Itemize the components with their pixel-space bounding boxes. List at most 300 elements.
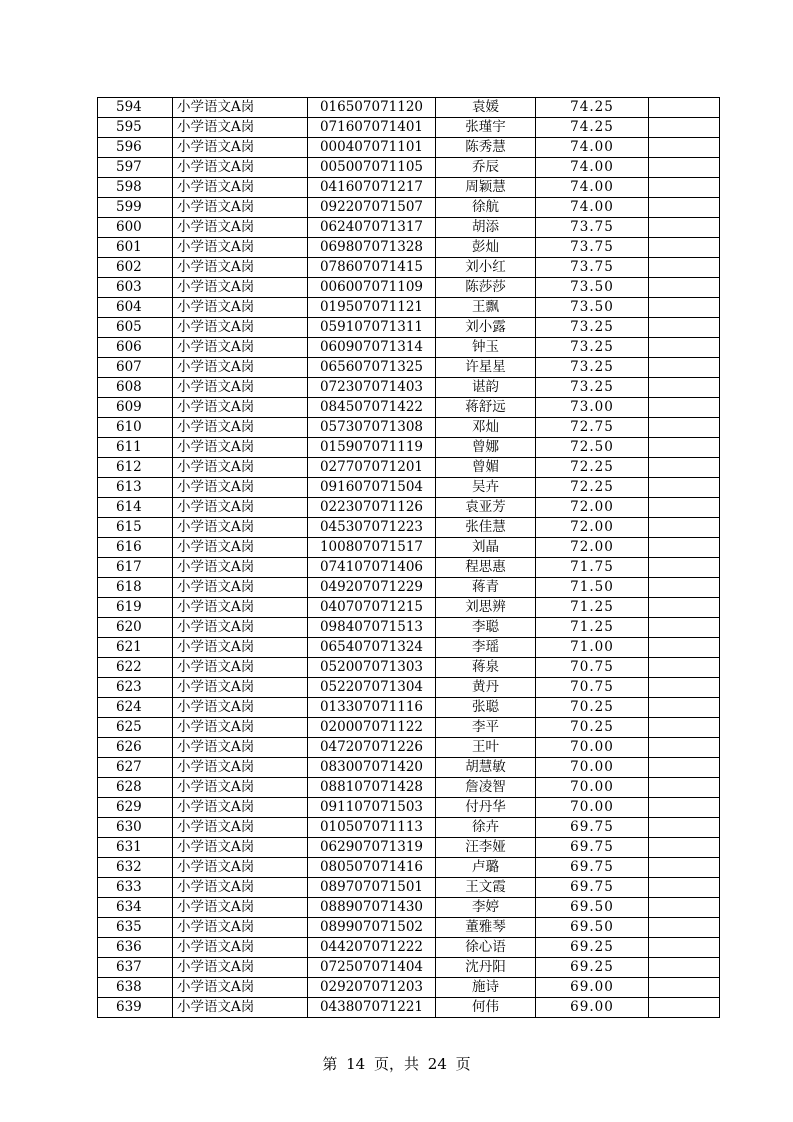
name-cell: 王叶 <box>436 738 536 758</box>
seq-cell: 613 <box>98 478 173 498</box>
note-cell <box>649 498 720 518</box>
exam-number-cell: 013307071116 <box>308 698 436 718</box>
table-row <box>98 718 720 738</box>
seq-cell: 631 <box>98 838 173 858</box>
name-cell: 袁亚芳 <box>436 498 536 518</box>
score-cell: 72.25 <box>536 478 649 498</box>
name-cell: 邓灿 <box>436 418 536 438</box>
seq-cell: 610 <box>98 418 173 438</box>
exam-number-cell: 052207071304 <box>308 678 436 698</box>
note-cell <box>649 98 720 118</box>
name-cell: 吴卉 <box>436 478 536 498</box>
note-cell <box>649 938 720 958</box>
score-cell: 70.25 <box>536 718 649 738</box>
note-cell <box>649 258 720 278</box>
post-cell: 小学语文A岗 <box>173 738 308 758</box>
name-cell: 徐心语 <box>436 938 536 958</box>
exam-number-cell: 062907071319 <box>308 838 436 858</box>
table-row <box>98 278 720 298</box>
score-cell: 69.50 <box>536 918 649 938</box>
post-cell: 小学语文A岗 <box>173 398 308 418</box>
note-cell <box>649 218 720 238</box>
post-cell: 小学语文A岗 <box>173 338 308 358</box>
table-row <box>98 238 720 258</box>
table-row <box>98 698 720 718</box>
table-row <box>98 658 720 678</box>
post-cell: 小学语文A岗 <box>173 238 308 258</box>
seq-cell: 635 <box>98 918 173 938</box>
post-cell: 小学语文A岗 <box>173 598 308 618</box>
score-cell: 69.00 <box>536 978 649 998</box>
score-cell: 74.00 <box>536 198 649 218</box>
name-cell: 何伟 <box>436 998 536 1018</box>
name-cell: 詹凌智 <box>436 778 536 798</box>
post-cell: 小学语文A岗 <box>173 898 308 918</box>
name-cell: 刘小露 <box>436 318 536 338</box>
note-cell <box>649 538 720 558</box>
exam-number-cell: 019507071121 <box>308 298 436 318</box>
seq-cell: 632 <box>98 858 173 878</box>
note-cell <box>649 678 720 698</box>
exam-number-cell: 059107071311 <box>308 318 436 338</box>
name-cell: 徐航 <box>436 198 536 218</box>
score-cell: 73.00 <box>536 398 649 418</box>
table-row <box>98 158 720 178</box>
name-cell: 王飘 <box>436 298 536 318</box>
post-cell: 小学语文A岗 <box>173 978 308 998</box>
score-cell: 69.00 <box>536 998 649 1018</box>
note-cell <box>649 898 720 918</box>
name-cell: 曾娜 <box>436 438 536 458</box>
exam-number-cell: 098407071513 <box>308 618 436 638</box>
post-cell: 小学语文A岗 <box>173 878 308 898</box>
post-cell: 小学语文A岗 <box>173 798 308 818</box>
note-cell <box>649 398 720 418</box>
seq-cell: 601 <box>98 238 173 258</box>
table-row <box>98 898 720 918</box>
note-cell <box>649 278 720 298</box>
footer-prefix: 第 <box>322 1055 338 1073</box>
post-cell: 小学语文A岗 <box>173 818 308 838</box>
name-cell: 彭灿 <box>436 238 536 258</box>
seq-cell: 603 <box>98 278 173 298</box>
seq-cell: 600 <box>98 218 173 238</box>
note-cell <box>649 638 720 658</box>
name-cell: 乔辰 <box>436 158 536 178</box>
note-cell <box>649 878 720 898</box>
post-cell: 小学语文A岗 <box>173 938 308 958</box>
post-cell: 小学语文A岗 <box>173 178 308 198</box>
post-cell: 小学语文A岗 <box>173 458 308 478</box>
seq-cell: 594 <box>98 98 173 118</box>
score-cell: 69.75 <box>536 878 649 898</box>
name-cell: 蒋舒远 <box>436 398 536 418</box>
table-body <box>98 98 720 1018</box>
note-cell <box>649 958 720 978</box>
seq-cell: 639 <box>98 998 173 1018</box>
table-row <box>98 918 720 938</box>
page-footer <box>0 1053 793 1074</box>
seq-cell: 623 <box>98 678 173 698</box>
note-cell <box>649 758 720 778</box>
exam-number-cell: 072307071403 <box>308 378 436 398</box>
table-row <box>98 198 720 218</box>
note-cell <box>649 178 720 198</box>
table-row <box>98 838 720 858</box>
table-row <box>98 878 720 898</box>
note-cell <box>649 558 720 578</box>
post-cell: 小学语文A岗 <box>173 718 308 738</box>
exam-number-cell: 089707071501 <box>308 878 436 898</box>
note-cell <box>649 598 720 618</box>
post-cell: 小学语文A岗 <box>173 378 308 398</box>
post-cell: 小学语文A岗 <box>173 198 308 218</box>
table-row <box>98 638 720 658</box>
name-cell: 卢璐 <box>436 858 536 878</box>
name-cell: 张佳慧 <box>436 518 536 538</box>
note-cell <box>649 578 720 598</box>
note-cell <box>649 358 720 378</box>
post-cell: 小学语文A岗 <box>173 318 308 338</box>
exam-number-cell: 027707071201 <box>308 458 436 478</box>
total-pages-number: 24 <box>427 1055 447 1073</box>
name-cell: 蒋泉 <box>436 658 536 678</box>
table-row <box>98 438 720 458</box>
exam-number-cell: 088107071428 <box>308 778 436 798</box>
score-cell: 70.00 <box>536 778 649 798</box>
seq-cell: 598 <box>98 178 173 198</box>
post-cell: 小学语文A岗 <box>173 918 308 938</box>
note-cell <box>649 818 720 838</box>
seq-cell: 637 <box>98 958 173 978</box>
footer-mid: 页，共 <box>373 1055 419 1073</box>
score-cell: 73.50 <box>536 298 649 318</box>
note-cell <box>649 658 720 678</box>
post-cell: 小学语文A岗 <box>173 678 308 698</box>
score-cell: 69.25 <box>536 958 649 978</box>
post-cell: 小学语文A岗 <box>173 98 308 118</box>
exam-number-cell: 057307071308 <box>308 418 436 438</box>
post-cell: 小学语文A岗 <box>173 558 308 578</box>
exam-number-cell: 020007071122 <box>308 718 436 738</box>
seq-cell: 622 <box>98 658 173 678</box>
post-cell: 小学语文A岗 <box>173 158 308 178</box>
table-row <box>98 378 720 398</box>
seq-cell: 636 <box>98 938 173 958</box>
post-cell: 小学语文A岗 <box>173 358 308 378</box>
score-cell: 73.75 <box>536 238 649 258</box>
note-cell <box>649 838 720 858</box>
seq-cell: 634 <box>98 898 173 918</box>
exam-number-cell: 062407071317 <box>308 218 436 238</box>
score-cell: 69.75 <box>536 818 649 838</box>
table-row <box>98 98 720 118</box>
name-cell: 胡慧敏 <box>436 758 536 778</box>
exam-number-cell: 040707071215 <box>308 598 436 618</box>
score-cell: 74.00 <box>536 138 649 158</box>
exam-number-cell: 060907071314 <box>308 338 436 358</box>
table-row <box>98 998 720 1018</box>
note-cell <box>649 798 720 818</box>
seq-cell: 628 <box>98 778 173 798</box>
exam-number-cell: 100807071517 <box>308 538 436 558</box>
exam-number-cell: 074107071406 <box>308 558 436 578</box>
seq-cell: 605 <box>98 318 173 338</box>
post-cell: 小学语文A岗 <box>173 638 308 658</box>
score-cell: 72.25 <box>536 458 649 478</box>
score-cell: 73.50 <box>536 278 649 298</box>
table-row <box>98 358 720 378</box>
table-row <box>98 558 720 578</box>
exam-number-cell: 065407071324 <box>308 638 436 658</box>
note-cell <box>649 858 720 878</box>
seq-cell: 606 <box>98 338 173 358</box>
post-cell: 小学语文A岗 <box>173 758 308 778</box>
post-cell: 小学语文A岗 <box>173 618 308 638</box>
results-table <box>97 97 720 1018</box>
table-row <box>98 858 720 878</box>
score-cell: 72.50 <box>536 438 649 458</box>
seq-cell: 602 <box>98 258 173 278</box>
post-cell: 小学语文A岗 <box>173 838 308 858</box>
seq-cell: 626 <box>98 738 173 758</box>
seq-cell: 617 <box>98 558 173 578</box>
note-cell <box>649 718 720 738</box>
name-cell: 钟玉 <box>436 338 536 358</box>
score-cell: 74.00 <box>536 178 649 198</box>
name-cell: 张聪 <box>436 698 536 718</box>
post-cell: 小学语文A岗 <box>173 418 308 438</box>
note-cell <box>649 298 720 318</box>
name-cell: 袁媛 <box>436 98 536 118</box>
table-row <box>98 338 720 358</box>
exam-number-cell: 091107071503 <box>308 798 436 818</box>
exam-number-cell: 015907071119 <box>308 438 436 458</box>
table-row <box>98 738 720 758</box>
seq-cell: 612 <box>98 458 173 478</box>
name-cell: 沈丹阳 <box>436 958 536 978</box>
score-cell: 69.25 <box>536 938 649 958</box>
score-cell: 70.75 <box>536 678 649 698</box>
table-row <box>98 758 720 778</box>
note-cell <box>649 418 720 438</box>
score-cell: 72.75 <box>536 418 649 438</box>
exam-number-cell: 088907071430 <box>308 898 436 918</box>
table-row <box>98 578 720 598</box>
note-cell <box>649 138 720 158</box>
exam-number-cell: 049207071229 <box>308 578 436 598</box>
table-row <box>98 538 720 558</box>
score-cell: 70.00 <box>536 758 649 778</box>
name-cell: 曾媚 <box>436 458 536 478</box>
table-row <box>98 818 720 838</box>
seq-cell: 611 <box>98 438 173 458</box>
exam-number-cell: 010507071113 <box>308 818 436 838</box>
score-cell: 70.00 <box>536 798 649 818</box>
score-cell: 72.00 <box>536 518 649 538</box>
table-row <box>98 178 720 198</box>
exam-number-cell: 052007071303 <box>308 658 436 678</box>
score-cell: 69.75 <box>536 858 649 878</box>
seq-cell: 604 <box>98 298 173 318</box>
table-row <box>98 938 720 958</box>
seq-cell: 630 <box>98 818 173 838</box>
note-cell <box>649 238 720 258</box>
seq-cell: 608 <box>98 378 173 398</box>
exam-number-cell: 029207071203 <box>308 978 436 998</box>
exam-number-cell: 016507071120 <box>308 98 436 118</box>
seq-cell: 621 <box>98 638 173 658</box>
table-row <box>98 678 720 698</box>
post-cell: 小学语文A岗 <box>173 538 308 558</box>
score-cell: 71.25 <box>536 598 649 618</box>
name-cell: 张瑾宇 <box>436 118 536 138</box>
seq-cell: 618 <box>98 578 173 598</box>
table-row <box>98 618 720 638</box>
name-cell: 刘小红 <box>436 258 536 278</box>
name-cell: 谌韵 <box>436 378 536 398</box>
seq-cell: 616 <box>98 538 173 558</box>
note-cell <box>649 478 720 498</box>
exam-number-cell: 043807071221 <box>308 998 436 1018</box>
table-row <box>98 498 720 518</box>
table-row <box>98 418 720 438</box>
note-cell <box>649 738 720 758</box>
seq-cell: 615 <box>98 518 173 538</box>
exam-number-cell: 022307071126 <box>308 498 436 518</box>
footer-suffix: 页 <box>455 1055 471 1073</box>
exam-number-cell: 091607071504 <box>308 478 436 498</box>
post-cell: 小学语文A岗 <box>173 778 308 798</box>
table-row <box>98 978 720 998</box>
current-page-number: 14 <box>346 1055 366 1073</box>
name-cell: 黄丹 <box>436 678 536 698</box>
seq-cell: 619 <box>98 598 173 618</box>
exam-number-cell: 044207071222 <box>308 938 436 958</box>
seq-cell: 596 <box>98 138 173 158</box>
post-cell: 小学语文A岗 <box>173 698 308 718</box>
score-cell: 69.75 <box>536 838 649 858</box>
score-cell: 74.25 <box>536 98 649 118</box>
note-cell <box>649 338 720 358</box>
score-cell: 73.25 <box>536 338 649 358</box>
exam-number-cell: 084507071422 <box>308 398 436 418</box>
post-cell: 小学语文A岗 <box>173 438 308 458</box>
note-cell <box>649 998 720 1018</box>
post-cell: 小学语文A岗 <box>173 518 308 538</box>
post-cell: 小学语文A岗 <box>173 138 308 158</box>
score-cell: 74.25 <box>536 118 649 138</box>
table-row <box>98 458 720 478</box>
name-cell: 许星星 <box>436 358 536 378</box>
note-cell <box>649 318 720 338</box>
seq-cell: 629 <box>98 798 173 818</box>
note-cell <box>649 918 720 938</box>
table-row <box>98 518 720 538</box>
table-row <box>98 478 720 498</box>
exam-number-cell: 047207071226 <box>308 738 436 758</box>
score-cell: 72.00 <box>536 538 649 558</box>
score-cell: 73.25 <box>536 358 649 378</box>
post-cell: 小学语文A岗 <box>173 258 308 278</box>
note-cell <box>649 518 720 538</box>
score-cell: 73.25 <box>536 378 649 398</box>
note-cell <box>649 438 720 458</box>
note-cell <box>649 978 720 998</box>
post-cell: 小学语文A岗 <box>173 578 308 598</box>
exam-number-cell: 005007071105 <box>308 158 436 178</box>
name-cell: 蒋青 <box>436 578 536 598</box>
exam-number-cell: 080507071416 <box>308 858 436 878</box>
seq-cell: 625 <box>98 718 173 738</box>
score-cell: 70.00 <box>536 738 649 758</box>
score-cell: 70.75 <box>536 658 649 678</box>
table-row <box>98 598 720 618</box>
exam-number-cell: 045307071223 <box>308 518 436 538</box>
post-cell: 小学语文A岗 <box>173 658 308 678</box>
exam-number-cell: 092207071507 <box>308 198 436 218</box>
exam-number-cell: 041607071217 <box>308 178 436 198</box>
post-cell: 小学语文A岗 <box>173 298 308 318</box>
name-cell: 施诗 <box>436 978 536 998</box>
seq-cell: 620 <box>98 618 173 638</box>
score-cell: 71.75 <box>536 558 649 578</box>
score-cell: 74.00 <box>536 158 649 178</box>
score-cell: 73.75 <box>536 258 649 278</box>
post-cell: 小学语文A岗 <box>173 998 308 1018</box>
post-cell: 小学语文A岗 <box>173 478 308 498</box>
seq-cell: 595 <box>98 118 173 138</box>
score-cell: 73.25 <box>536 318 649 338</box>
name-cell: 徐卉 <box>436 818 536 838</box>
name-cell: 刘晶 <box>436 538 536 558</box>
name-cell: 董雅琴 <box>436 918 536 938</box>
table-row <box>98 958 720 978</box>
exam-number-cell: 089907071502 <box>308 918 436 938</box>
seq-cell: 633 <box>98 878 173 898</box>
seq-cell: 597 <box>98 158 173 178</box>
note-cell <box>649 458 720 478</box>
table-row <box>98 298 720 318</box>
note-cell <box>649 158 720 178</box>
name-cell: 王文霞 <box>436 878 536 898</box>
score-cell: 70.25 <box>536 698 649 718</box>
table-row <box>98 138 720 158</box>
score-cell: 69.50 <box>536 898 649 918</box>
score-cell: 71.50 <box>536 578 649 598</box>
name-cell: 李聪 <box>436 618 536 638</box>
name-cell: 李瑶 <box>436 638 536 658</box>
name-cell: 李平 <box>436 718 536 738</box>
table-row <box>98 218 720 238</box>
table-row <box>98 798 720 818</box>
name-cell: 汪李娅 <box>436 838 536 858</box>
note-cell <box>649 198 720 218</box>
note-cell <box>649 778 720 798</box>
name-cell: 付丹华 <box>436 798 536 818</box>
post-cell: 小学语文A岗 <box>173 858 308 878</box>
name-cell: 李婷 <box>436 898 536 918</box>
score-cell: 71.00 <box>536 638 649 658</box>
exam-number-cell: 065607071325 <box>308 358 436 378</box>
post-cell: 小学语文A岗 <box>173 118 308 138</box>
note-cell <box>649 378 720 398</box>
exam-number-cell: 069807071328 <box>308 238 436 258</box>
exam-number-cell: 006007071109 <box>308 278 436 298</box>
post-cell: 小学语文A岗 <box>173 498 308 518</box>
exam-number-cell: 071607071401 <box>308 118 436 138</box>
name-cell: 陈莎莎 <box>436 278 536 298</box>
